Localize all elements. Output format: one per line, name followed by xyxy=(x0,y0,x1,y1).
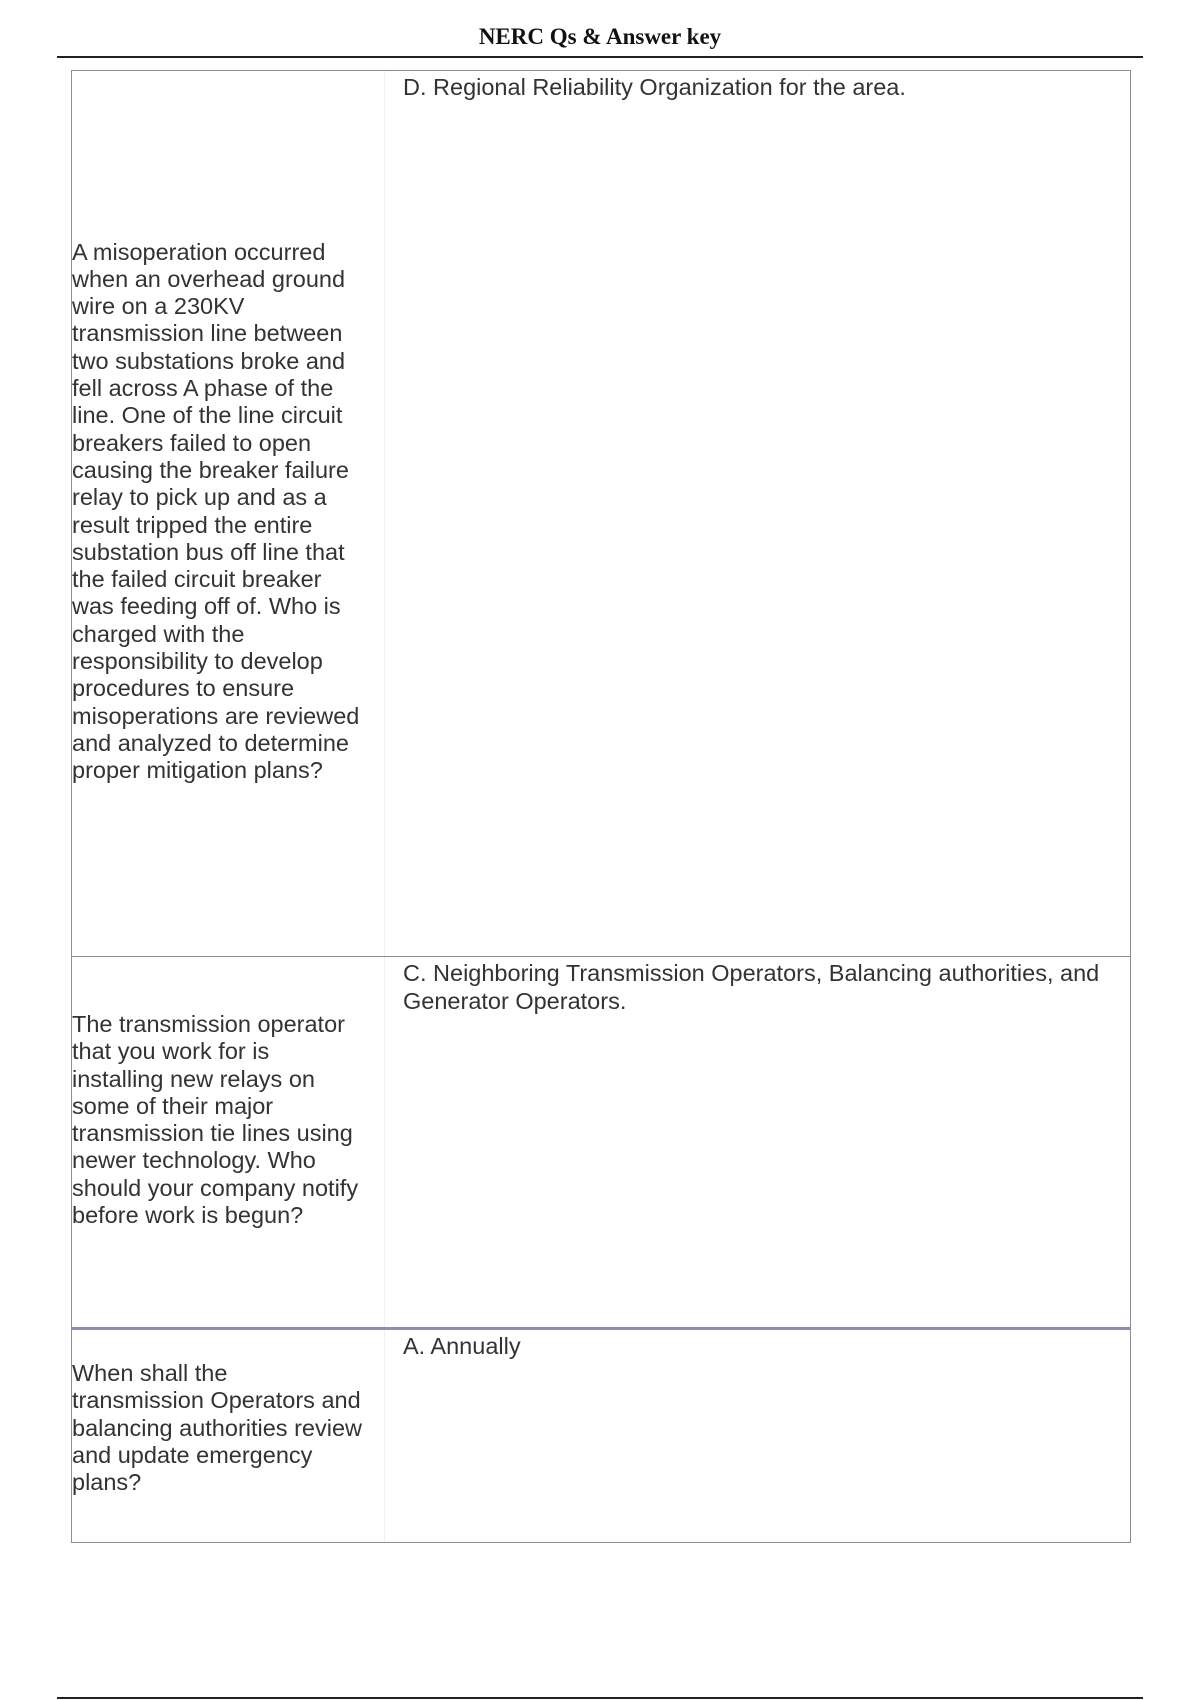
question-cell xyxy=(72,1330,385,1542)
answer-cell xyxy=(385,957,1130,1327)
page-title: NERC Qs & Answer key xyxy=(478,24,722,49)
question-cell xyxy=(72,71,385,956)
question-text: The transmission operator that you work for is installing new relays on some of their major transmission tie lines using newer technology. Who should your company notify before work is begun? xyxy=(72,1011,359,1229)
table-row xyxy=(72,1327,1130,1542)
answer-text: D. Regional Reliability Organization for the area. xyxy=(403,74,906,100)
header-divider xyxy=(57,56,1143,58)
footer-divider xyxy=(57,1697,1143,1699)
answer-cell xyxy=(385,1330,1130,1542)
table-row xyxy=(72,956,1130,1327)
qa-table xyxy=(71,70,1131,1543)
question-cell xyxy=(72,957,385,1327)
answer-text: A. Annually xyxy=(403,1333,521,1359)
question-text: A misoperation occurred when an overhead ground wire on a 230KV transmission line between two substations broke and fell across A phase of the line. One of the line circuit breakers failed to open causing the breaker failure relay to pick up and as a result tripped the entire substation bus off line that the failed circuit breaker was feeding off of. Who is charged with the responsibility to develop procedures to ensure misoperations are reviewed and analyzed to determine proper mitigation plans? xyxy=(72,238,360,784)
question-text: When shall the transmission Operators and balancing authorities review and update emergency plans? xyxy=(72,1360,362,1496)
answer-text: C. Neighboring Transmission Operators, Balancing authorities, and Generator Operators. xyxy=(403,960,1100,1014)
table-row xyxy=(72,71,1130,956)
answer-cell xyxy=(385,71,1130,956)
